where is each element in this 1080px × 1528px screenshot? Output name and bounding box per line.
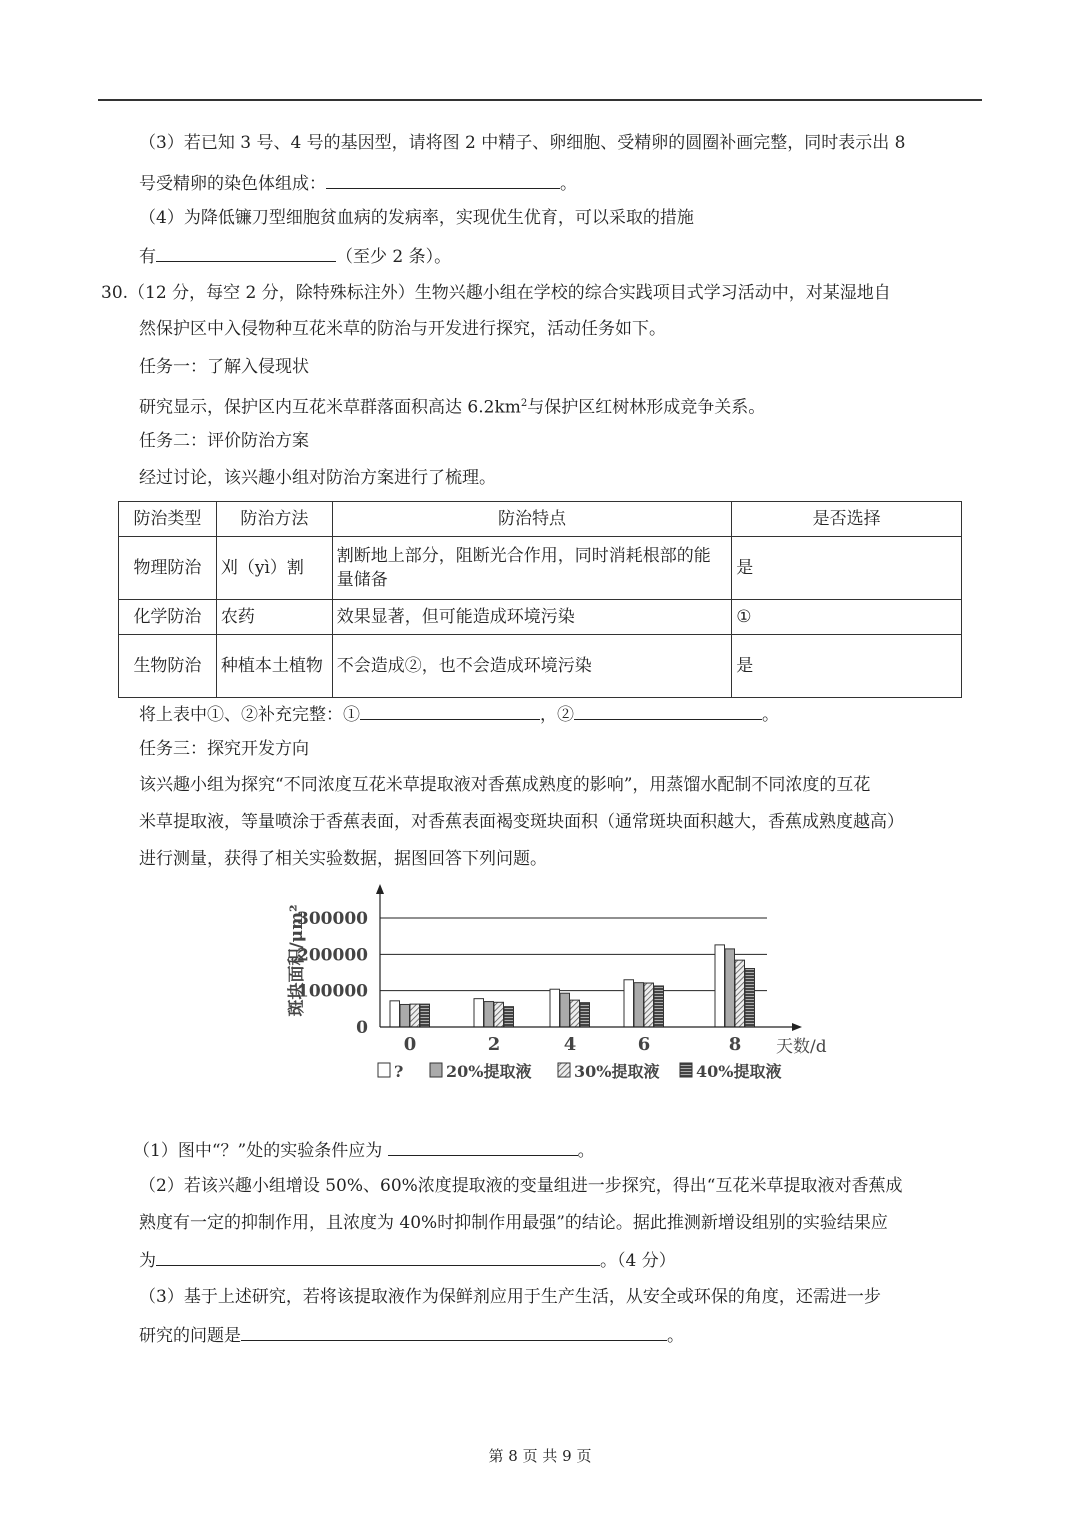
chart-bar [654, 986, 664, 1027]
chart-bar [735, 960, 745, 1027]
q3-line2 [139, 170, 577, 196]
q4-line2 [139, 243, 451, 269]
fill-text-a: 将上表中①、②补充完整：① [139, 705, 360, 725]
legend-label: 20%提取液 [446, 1062, 532, 1081]
legend-swatch [430, 1063, 442, 1077]
chart-bar [715, 945, 725, 1027]
table-cell: 种植本土植物 [216, 635, 332, 698]
fill-line [139, 701, 779, 727]
table-row [119, 537, 962, 600]
chart-bar [745, 969, 755, 1027]
task1-sup: 2 [520, 398, 528, 409]
q3-answer-blank[interactable] [326, 170, 560, 189]
sub3-answer-blank[interactable] [241, 1322, 667, 1341]
sub2-suffix: 。（4 分） [600, 1251, 676, 1271]
chart-bar [474, 999, 484, 1027]
sub1-prompt: （1）图中“？”处的实验条件应为 [133, 1141, 383, 1161]
chart-bar [644, 983, 654, 1027]
q30-line2: 然保护区中入侵物种互花米草的防治与开发进行探究，活动任务如下。 [139, 319, 666, 339]
task1-text-b: 与保护区红树林形成竞争关系。 [527, 397, 766, 418]
page-footer: 第 8 页 共 9 页 [488, 1447, 592, 1465]
x-axis-label: 天数/d [776, 1037, 827, 1057]
y-tick-label: 300000 [297, 909, 368, 929]
table-cell: 化学防治 [119, 600, 217, 635]
legend-swatch [378, 1063, 390, 1077]
task1-title: 任务一：了解入侵现状 [139, 357, 309, 377]
chart-legend [378, 1062, 781, 1081]
answer-blank-1[interactable] [360, 701, 540, 720]
chart-bar [725, 949, 735, 1027]
control-plan-table [118, 501, 962, 698]
sub3-line1: （3）基于上述研究，若将该提取液作为保鲜剂应用于生产生活，从安全或环保的角度，还需进一步 [139, 1287, 881, 1307]
table-cell: 生物防治 [119, 635, 217, 698]
legend-label: ? [394, 1062, 404, 1081]
q4-suffix: （至少 2 条）。 [336, 247, 452, 267]
legend-label: 30%提取液 [574, 1062, 660, 1081]
table-cell: 农药 [216, 600, 332, 635]
task3-title: 任务三：探究开发方向 [139, 739, 309, 759]
chart-bar [570, 1000, 580, 1027]
task1-text-a: 研究显示，保护区内互花米草群落面积高达 6.2km [139, 397, 521, 418]
chart-bar [390, 1001, 400, 1027]
task3-line1: 该兴趣小组为探究“不同浓度互花米草提取液对香蕉成熟度的影响”，用蒸馏水配制不同浓度的互花 [139, 775, 871, 795]
x-tick-label: 4 [563, 1034, 577, 1055]
sub1-end: 。 [577, 1141, 595, 1161]
sub2-prefix: 为 [139, 1251, 156, 1271]
table-header-row [119, 502, 962, 537]
legend-swatch [558, 1063, 570, 1077]
table-cell: 是 [732, 635, 962, 698]
chart-bars [390, 945, 755, 1027]
x-tick-label: 0 [403, 1034, 417, 1055]
q4-line1: （4）为降低镰刀型细胞贫血病的发病率，实现优生优育，可以采取的措施 [139, 208, 694, 228]
chart-bar [400, 1004, 410, 1027]
q4-answer-blank[interactable] [156, 243, 336, 262]
sub2-line1: （2）若该兴趣小组增设 50%、60%浓度提取液的变量组进一步探究，得出“互花米草提取液对香蕉成 [139, 1176, 903, 1196]
table-cell: ① [732, 600, 962, 635]
header-rule [98, 99, 982, 101]
sub2-line3 [139, 1247, 676, 1273]
y-tick-label: 200000 [297, 945, 368, 966]
table-header-cell: 防治方法 [216, 502, 332, 537]
bar-chart [280, 880, 840, 1090]
sub1-line [133, 1137, 595, 1163]
x-tick-label: 8 [728, 1034, 742, 1055]
chart-bar [420, 1004, 430, 1027]
table-cell: 物理防治 [119, 537, 217, 600]
table-header-cell: 防治特点 [332, 502, 731, 537]
table-header-cell: 是否选择 [732, 502, 962, 537]
y-tick-label: 0 [356, 1018, 368, 1038]
fill-text-c: 。 [762, 705, 779, 725]
task2-title: 任务二：评价防治方案 [139, 431, 309, 451]
chart-bar [494, 1002, 504, 1027]
y-axis-label: 斑块面积/μm² [287, 904, 307, 1017]
table-header-cell: 防治类型 [119, 502, 217, 537]
chart-bar [410, 1004, 420, 1027]
legend-label: 40%提取液 [696, 1062, 782, 1081]
table-row [119, 600, 962, 635]
table-cell: 割断地上部分，阻断光合作用，同时消耗根部的能量储备 [332, 537, 731, 600]
table-cell: 刈（yì）割 [216, 537, 332, 600]
chart-bar [484, 1002, 494, 1027]
table-cell: 效果显著，但可能造成环境污染 [332, 600, 731, 635]
sub3-prefix: 研究的问题是 [139, 1326, 241, 1346]
y-axis-arrow [376, 884, 384, 894]
table-row [119, 635, 962, 698]
q3-prompt: 号受精卵的染色体组成： [139, 174, 326, 194]
sub1-answer-blank[interactable] [388, 1137, 578, 1156]
q3-line1: （3）若已知 3 号、4 号的基因型，请将图 2 中精子、卵细胞、受精卵的圆圈补画完整，同时表示出 8 [139, 133, 906, 153]
legend-swatch [680, 1063, 692, 1077]
table-cell: 是 [732, 537, 962, 600]
answer-blank-2[interactable] [574, 701, 762, 720]
table-cell: 不会造成②，也不会造成环境污染 [332, 635, 731, 698]
fill-text-b: ，② [540, 705, 574, 725]
sub2-answer-blank[interactable] [156, 1247, 600, 1266]
q4-prefix: 有 [139, 247, 156, 267]
chart-bar [550, 989, 560, 1027]
chart-gridlines [380, 918, 767, 991]
q30-line1: 30.（12 分，每空 2 分，除特殊标注外）生物兴趣小组在学校的综合实践项目式学习活动中，对某湿地自 [101, 283, 891, 303]
x-axis-arrow [792, 1023, 802, 1031]
chart-bar [560, 993, 570, 1027]
task1-text [139, 392, 765, 420]
chart-bar [504, 1007, 514, 1027]
sub3-line2 [139, 1322, 684, 1348]
task2-text: 经过讨论，该兴趣小组对防治方案进行了梳理。 [139, 468, 496, 488]
chart-bar [634, 983, 644, 1027]
q3-end: 。 [560, 174, 577, 194]
x-tick-label: 2 [487, 1034, 501, 1055]
sub3-suffix: 。 [667, 1326, 684, 1346]
y-tick-label: 100000 [297, 981, 368, 1002]
chart-x-ticks [404, 1034, 742, 1055]
chart-y-ticks [297, 909, 368, 1038]
chart-bar [580, 1003, 590, 1027]
sub2-line2: 熟度有一定的抑制作用，且浓度为 40%时抑制作用最强”的结论。据此推测新增设组别的实验结果应 [139, 1213, 888, 1233]
task3-line2: 米草提取液，等量喷涂于香蕉表面，对香蕉表面褐变斑块面积（通常斑块面积越大，香蕉成熟度越高） [139, 812, 904, 832]
chart-bar [624, 980, 634, 1027]
x-tick-label: 6 [637, 1034, 651, 1055]
task3-line3: 进行测量，获得了相关实验数据，据图回答下列问题。 [139, 849, 547, 869]
